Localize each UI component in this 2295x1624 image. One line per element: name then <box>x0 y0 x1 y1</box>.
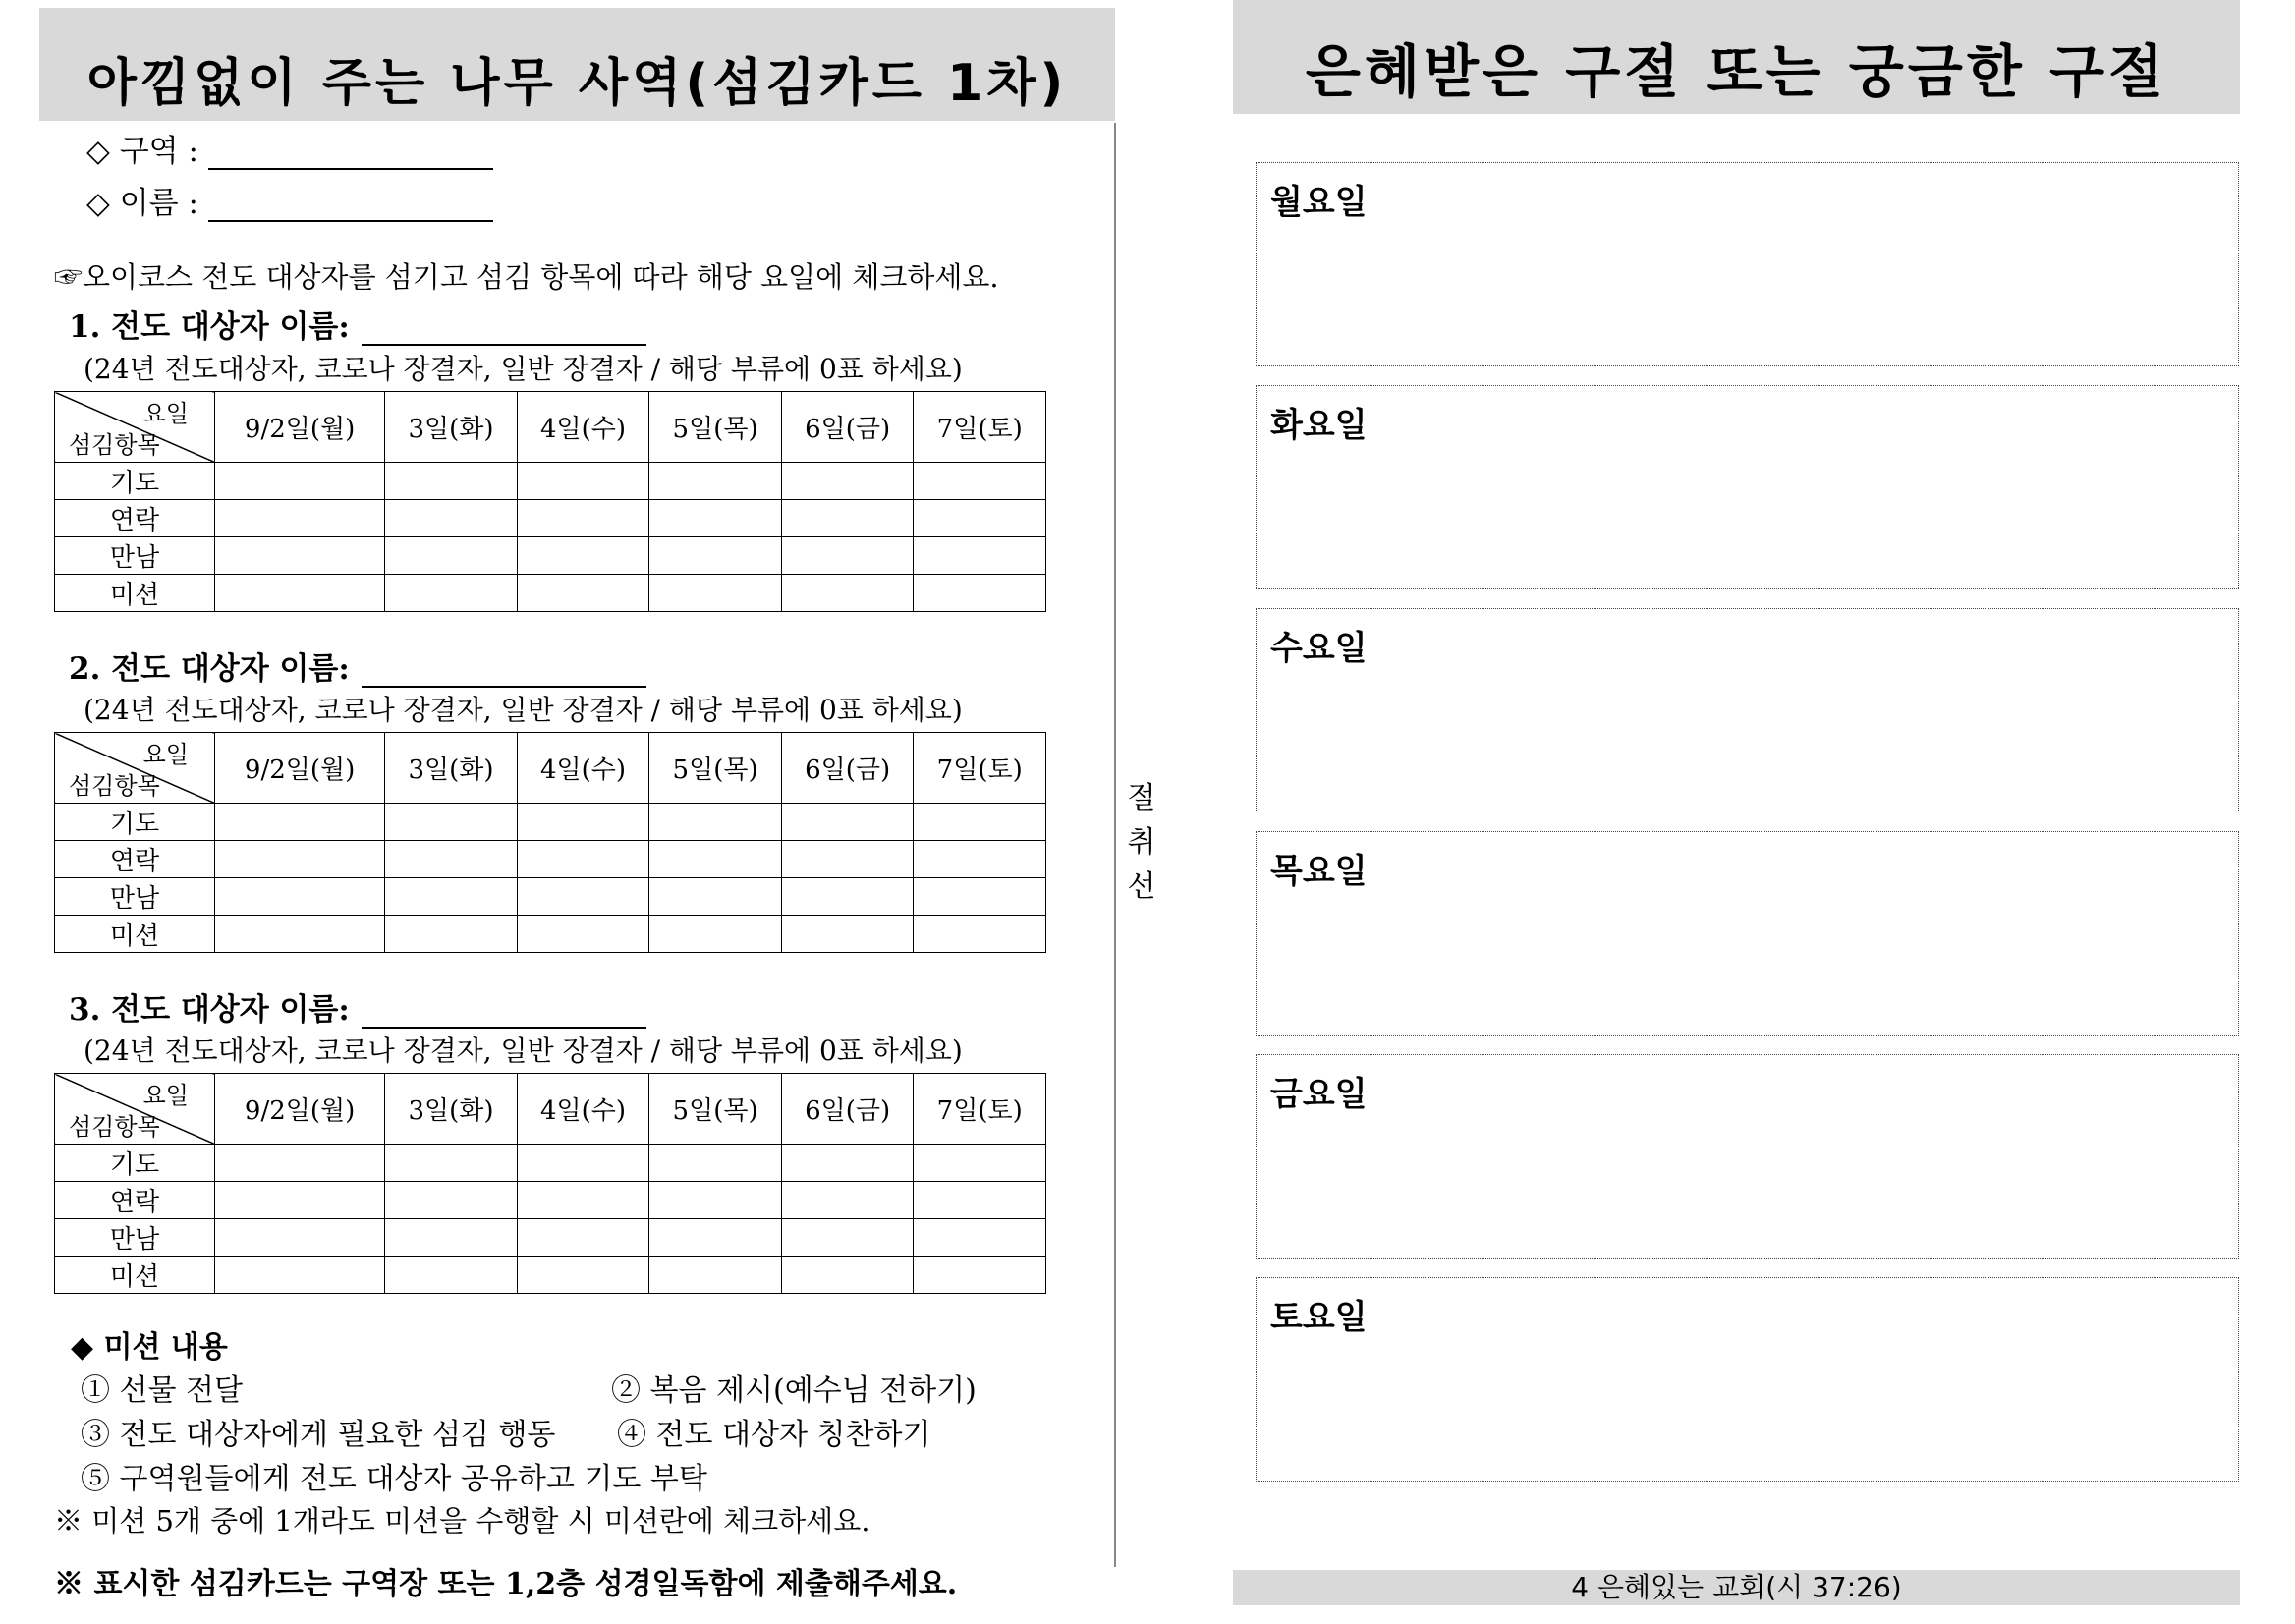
check-cell-meeting-mon[interactable] <box>215 537 385 575</box>
mission-item-1: ① 선물 전달 <box>81 1373 243 1408</box>
check-cell-contact-sat[interactable] <box>914 1182 1046 1219</box>
service-table-2 <box>54 732 1046 953</box>
day-label-saturday: 토요일 <box>1270 1298 1368 1337</box>
check-cell-meeting-sat[interactable] <box>914 878 1046 916</box>
target-2-input-line[interactable] <box>362 656 646 688</box>
check-cell-contact-mon[interactable] <box>215 1182 385 1219</box>
verse-box-thursday[interactable] <box>1256 831 2239 1036</box>
row-label-prayer: 기도 <box>55 804 215 841</box>
check-cell-prayer-mon[interactable] <box>215 463 385 500</box>
check-cell-mission-sat[interactable] <box>914 916 1046 953</box>
check-cell-meeting-fri[interactable] <box>781 537 914 575</box>
page-divider <box>1114 123 1116 1567</box>
right-page-title: 은혜받은 구절 또는 궁금한 구절 <box>1233 0 2240 114</box>
cut-line-char-3: 선 <box>1127 869 1156 904</box>
check-cell-mission-wed[interactable] <box>517 916 649 953</box>
check-cell-mission-sat[interactable] <box>914 575 1046 612</box>
corner-item-label: 섬김항목 <box>69 431 160 459</box>
table-row <box>55 463 1046 500</box>
target-1-note: (24년 전도대상자, 코로나 장결자, 일반 장결자 / 해당 부류에 0표 하세요) <box>84 353 963 385</box>
day-header-tue: 3일(화) <box>385 733 518 804</box>
check-cell-mission-mon[interactable] <box>215 575 385 612</box>
day-header-mon: 9/2일(월) <box>215 733 385 804</box>
mission-item-3: ③ 전도 대상자에게 필요한 섬김 행동 <box>81 1418 556 1452</box>
verse-box-friday[interactable] <box>1256 1054 2239 1259</box>
table-row <box>55 1219 1046 1257</box>
table-row <box>55 916 1046 953</box>
check-cell-prayer-fri[interactable] <box>781 463 914 500</box>
target-3-note: (24년 전도대상자, 코로나 장결자, 일반 장결자 / 해당 부류에 0표 하세요) <box>84 1035 963 1067</box>
check-cell-prayer-mon[interactable] <box>215 1145 385 1182</box>
day-header-wed: 4일(수) <box>517 1074 649 1145</box>
target-3-name-field[interactable] <box>69 984 646 1029</box>
table-row <box>55 841 1046 878</box>
district-input-line[interactable] <box>208 139 493 170</box>
table-row <box>55 1257 1046 1294</box>
check-cell-meeting-fri[interactable] <box>781 1219 914 1257</box>
check-cell-prayer-wed[interactable] <box>517 1145 649 1182</box>
check-cell-mission-fri[interactable] <box>781 1257 914 1294</box>
mission-note: ※ 미션 5개 중에 1개라도 미션을 수행할 시 미션란에 체크하세요. <box>54 1504 870 1538</box>
name-input-line[interactable] <box>208 191 493 222</box>
corner-header <box>55 733 215 804</box>
day-label-wednesday: 수요일 <box>1270 629 1368 668</box>
check-cell-contact-tue[interactable] <box>385 1182 518 1219</box>
check-cell-contact-tue[interactable] <box>385 841 518 878</box>
check-cell-meeting-wed[interactable] <box>517 878 649 916</box>
check-cell-mission-mon[interactable] <box>215 916 385 953</box>
row-label-mission: 미션 <box>55 1257 215 1294</box>
row-label-contact: 연락 <box>55 841 215 878</box>
row-label-meeting: 만남 <box>55 537 215 575</box>
row-label-contact: 연락 <box>55 500 215 537</box>
day-header-mon: 9/2일(월) <box>215 392 385 463</box>
check-cell-mission-fri[interactable] <box>781 575 914 612</box>
day-header-fri: 6일(금) <box>781 392 914 463</box>
check-cell-meeting-fri[interactable] <box>781 878 914 916</box>
check-cell-mission-thu[interactable] <box>649 1257 782 1294</box>
target-2-label: 2. 전도 대상자 이름: <box>69 651 350 687</box>
check-cell-mission-tue[interactable] <box>385 575 518 612</box>
name-field[interactable] <box>86 178 493 222</box>
check-cell-contact-thu[interactable] <box>649 500 782 537</box>
row-label-contact: 연락 <box>55 1182 215 1219</box>
verse-box-tuesday[interactable] <box>1256 385 2239 589</box>
check-cell-contact-fri[interactable] <box>781 500 914 537</box>
check-cell-mission-wed[interactable] <box>517 575 649 612</box>
check-cell-prayer-sat[interactable] <box>914 1145 1046 1182</box>
table-row <box>55 500 1046 537</box>
verse-box-saturday[interactable] <box>1256 1277 2239 1482</box>
target-1-input-line[interactable] <box>362 314 646 346</box>
check-cell-contact-wed[interactable] <box>517 1182 649 1219</box>
row-label-mission: 미션 <box>55 916 215 953</box>
verse-box-monday[interactable] <box>1256 162 2239 366</box>
check-cell-mission-fri[interactable] <box>781 916 914 953</box>
check-cell-contact-mon[interactable] <box>215 500 385 537</box>
day-label-thursday: 목요일 <box>1270 852 1368 891</box>
service-table-1 <box>54 391 1046 612</box>
check-cell-mission-thu[interactable] <box>649 575 782 612</box>
corner-item-label: 섬김항목 <box>69 1113 160 1141</box>
check-cell-contact-thu[interactable] <box>649 1182 782 1219</box>
target-3-input-line[interactable] <box>362 997 646 1029</box>
name-label: ◇ 이름 : <box>86 186 198 221</box>
corner-day-label: 요일 <box>142 1082 189 1109</box>
check-cell-contact-fri[interactable] <box>781 841 914 878</box>
check-cell-contact-mon[interactable] <box>215 841 385 878</box>
district-label: ◇ 구역 : <box>86 134 198 169</box>
day-label-tuesday: 화요일 <box>1270 406 1368 445</box>
target-2-name-field[interactable] <box>69 644 646 688</box>
row-label-mission: 미션 <box>55 575 215 612</box>
target-1-label: 1. 전도 대상자 이름: <box>69 309 350 345</box>
mission-item-4: ④ 전도 대상자 칭찬하기 <box>617 1418 931 1452</box>
check-cell-contact-sat[interactable] <box>914 500 1046 537</box>
day-header-thu: 5일(목) <box>649 1074 782 1145</box>
check-cell-prayer-sat[interactable] <box>914 463 1046 500</box>
check-cell-meeting-tue[interactable] <box>385 1219 518 1257</box>
check-cell-meeting-sat[interactable] <box>914 1219 1046 1257</box>
check-cell-prayer-thu[interactable] <box>649 804 782 841</box>
check-cell-prayer-wed[interactable] <box>517 463 649 500</box>
day-header-thu: 5일(목) <box>649 733 782 804</box>
check-cell-prayer-tue[interactable] <box>385 804 518 841</box>
table-row <box>55 878 1046 916</box>
check-cell-contact-tue[interactable] <box>385 500 518 537</box>
day-header-fri: 6일(금) <box>781 733 914 804</box>
cut-line-label <box>1127 776 1156 909</box>
target-1-name-field[interactable] <box>69 302 646 346</box>
check-cell-contact-sat[interactable] <box>914 841 1046 878</box>
day-header-mon: 9/2일(월) <box>215 1074 385 1145</box>
corner-header <box>55 1074 215 1145</box>
check-cell-meeting-tue[interactable] <box>385 878 518 916</box>
corner-header <box>55 392 215 463</box>
page-footer: 4 은혜있는 교회(시 37:26) <box>1233 1570 2240 1605</box>
day-header-tue: 3일(화) <box>385 1074 518 1145</box>
row-label-prayer: 기도 <box>55 463 215 500</box>
target-3-label: 3. 전도 대상자 이름: <box>69 992 350 1028</box>
day-header-wed: 4일(수) <box>517 392 649 463</box>
day-header-tue: 3일(화) <box>385 392 518 463</box>
check-cell-contact-wed[interactable] <box>517 500 649 537</box>
table-row <box>55 575 1046 612</box>
check-cell-meeting-wed[interactable] <box>517 1219 649 1257</box>
day-header-thu: 5일(목) <box>649 392 782 463</box>
day-header-sat: 7일(토) <box>914 733 1046 804</box>
row-label-prayer: 기도 <box>55 1145 215 1182</box>
row-label-meeting: 만남 <box>55 1219 215 1257</box>
check-cell-prayer-fri[interactable] <box>781 804 914 841</box>
row-label-meeting: 만남 <box>55 878 215 916</box>
instruction-text: ☞오이코스 전도 대상자를 섬기고 섬김 항목에 따라 해당 요일에 체크하세요. <box>54 260 999 294</box>
corner-item-label: 섬김항목 <box>69 772 160 800</box>
district-field[interactable] <box>86 126 493 170</box>
check-cell-meeting-wed[interactable] <box>517 537 649 575</box>
table-row <box>55 1145 1046 1182</box>
check-cell-mission-mon[interactable] <box>215 1257 385 1294</box>
check-cell-prayer-sat[interactable] <box>914 804 1046 841</box>
table-row <box>55 537 1046 575</box>
check-cell-prayer-tue[interactable] <box>385 463 518 500</box>
corner-day-label: 요일 <box>142 741 189 768</box>
cut-line-char-1: 절 <box>1127 781 1156 815</box>
check-cell-mission-sat[interactable] <box>914 1257 1046 1294</box>
mission-title: ◆ 미션 내용 <box>71 1330 228 1365</box>
check-cell-meeting-thu[interactable] <box>649 1219 782 1257</box>
day-header-fri: 6일(금) <box>781 1074 914 1145</box>
check-cell-meeting-thu[interactable] <box>649 878 782 916</box>
check-cell-meeting-mon[interactable] <box>215 878 385 916</box>
verse-box-wednesday[interactable] <box>1256 608 2239 812</box>
check-cell-mission-tue[interactable] <box>385 1257 518 1294</box>
check-cell-mission-tue[interactable] <box>385 916 518 953</box>
table-row <box>55 804 1046 841</box>
check-cell-meeting-sat[interactable] <box>914 537 1046 575</box>
check-cell-contact-fri[interactable] <box>781 1182 914 1219</box>
check-cell-contact-thu[interactable] <box>649 841 782 878</box>
day-label-monday: 월요일 <box>1270 183 1368 222</box>
check-cell-prayer-fri[interactable] <box>781 1145 914 1182</box>
cut-line-char-2: 취 <box>1127 825 1156 860</box>
mission-item-2: ② 복음 제시(예수님 전하기) <box>611 1373 977 1408</box>
target-2-note: (24년 전도대상자, 코로나 장결자, 일반 장결자 / 해당 부류에 0표 하세요) <box>84 694 963 726</box>
check-cell-prayer-thu[interactable] <box>649 1145 782 1182</box>
submission-notice: ※ 표시한 섬김카드는 구역장 또는 1,2층 성경일독함에 제출해주세요. <box>54 1567 958 1601</box>
check-cell-meeting-thu[interactable] <box>649 537 782 575</box>
service-table-3 <box>54 1073 1046 1294</box>
day-header-sat: 7일(토) <box>914 392 1046 463</box>
left-page-title: 아낌없이 주는 나무 사역(섬김카드 1차) <box>39 8 1115 121</box>
check-cell-prayer-thu[interactable] <box>649 463 782 500</box>
day-header-wed: 4일(수) <box>517 733 649 804</box>
table-row <box>55 1182 1046 1219</box>
check-cell-meeting-mon[interactable] <box>215 1219 385 1257</box>
check-cell-prayer-mon[interactable] <box>215 804 385 841</box>
day-label-friday: 금요일 <box>1270 1075 1368 1114</box>
mission-item-5: ⑤ 구역원들에게 전도 대상자 공유하고 기도 부탁 <box>81 1462 707 1496</box>
day-header-sat: 7일(토) <box>914 1074 1046 1145</box>
check-cell-mission-wed[interactable] <box>517 1257 649 1294</box>
corner-day-label: 요일 <box>142 400 189 427</box>
check-cell-contact-wed[interactable] <box>517 841 649 878</box>
check-cell-mission-thu[interactable] <box>649 916 782 953</box>
check-cell-prayer-tue[interactable] <box>385 1145 518 1182</box>
check-cell-prayer-wed[interactable] <box>517 804 649 841</box>
check-cell-meeting-tue[interactable] <box>385 537 518 575</box>
